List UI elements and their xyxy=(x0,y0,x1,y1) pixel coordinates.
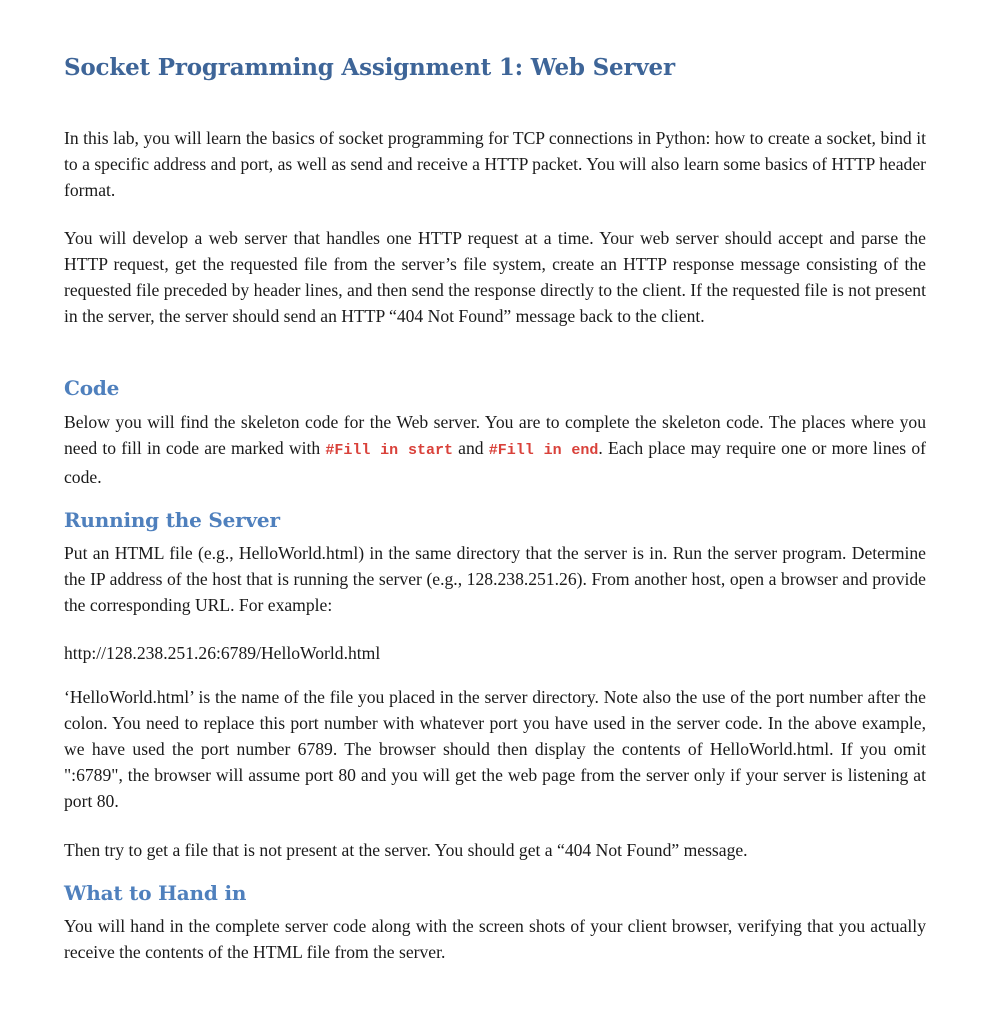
hand-in-paragraph: You will hand in the complete server code along with the screen shots of your client browser, verifying that you actually receive the contents of the HTML file from the server. xyxy=(64,916,926,962)
page-title: Socket Programming Assignment 1: Web Server xyxy=(64,54,675,81)
hand-in-section-heading: What to Hand in xyxy=(64,881,247,905)
intro-paragraph-1: In this lab, you will learn the basics of socket programming for TCP connections in Python: how to create a socket, bind it to a specific address and port, as well as send and receive a HTTP packet. You will also learn some basics of HTTP header format. xyxy=(64,128,926,200)
fill-in-end-marker: #Fill in end xyxy=(488,442,599,459)
code-text-after: . Each place may require one or more lines of code. xyxy=(64,438,926,487)
code-text-before: Below you will find the skeleton code for the Web server. You are to complete the skeleton code. The places where you need to fill in code are marked with xyxy=(64,412,926,458)
running-paragraph-2: ‘HelloWorld.html’ is the name of the file you placed in the server directory. Note also the use of the port number after the colon. You need to replace this port number with whatever port you have used in the server code. In the above example, we have used the port number 6789. The browser should then display the contents of HelloWorld.html. If you omit ":6789", the browser will assume port 80 and you will get the web page from the server only if your server is listening at port 80. xyxy=(64,687,926,811)
running-section-heading: Running the Server xyxy=(64,508,280,532)
code-text-and: and xyxy=(452,438,489,458)
fill-in-start-marker: #Fill in start xyxy=(325,442,453,459)
example-url: http://128.238.251.26:6789/HelloWorld.html xyxy=(64,643,381,663)
intro-paragraph-2: You will develop a web server that handles one HTTP request at a time. Your web server should accept and parse the HTTP request, get the requested file from the server’s file system, create an HTTP response message consisting of the requested file preceded by header lines, and then send the response directly to the client. If the requested file is not present in the server, the server should send an HTTP “404 Not Found” message back to the client. xyxy=(64,228,926,326)
running-paragraph-1: Put an HTML file (e.g., HelloWorld.html) in the same directory that the server is in. Run the server program. Determine the IP address of the host that is running the server (e.g., 128.238.251.26). From another host, open a browser and provide the corresponding URL. For example: xyxy=(64,543,926,615)
code-section-paragraph xyxy=(64,409,926,490)
running-paragraph-3: Then try to get a file that is not present at the server. You should get a “404 Not Found” message. xyxy=(64,840,748,860)
code-section-heading: Code xyxy=(64,376,120,400)
